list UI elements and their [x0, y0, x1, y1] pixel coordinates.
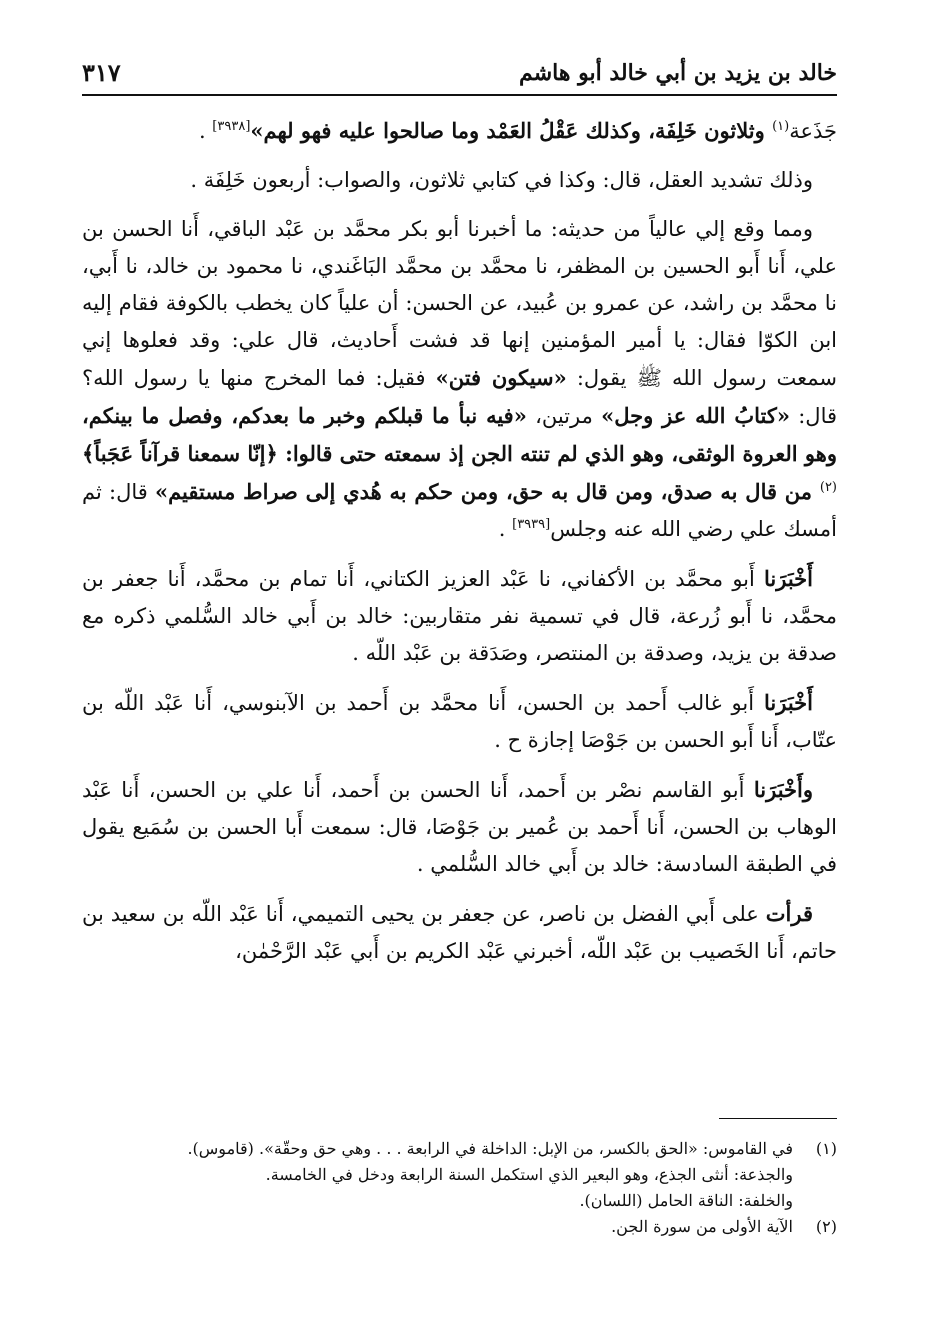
text-segment: قال: ثم أمسك علي رضي الله عنه وجلس [82, 480, 837, 541]
text-segment: وذلك تشديد العقل، قال: وكذا في كتابي ثلاثون، والصواب: أربعون خَلِفَة . [190, 168, 813, 192]
footnote-text: والجذعة: أنثى الجذع، وهو البعير الذي استكمل السنة الرابعة ودخل في الخامسة. [265, 1165, 793, 1184]
footnote-separator [719, 1118, 837, 1119]
text-segment: ومما وقع إلي عالياً من حديثه: ما أخبرنا أبو بكر محمَّد بن عَبْد الباقي، أَنا الحسن بن علي، أَنا أَبو الحسين بن المظفر، نا محمَّد بن محمَّد البَاغَندي، نا محمود بن خالد، نا أَبي، نا محمَّد بن راشد، عن عمرو بن عُبيد، عن الحسن: أن علياً كان يخطب بالكوفة فقام إليه ابن الكوّا فقال: يا أمير المؤمنين إنها قد فشت أَحاديث، قال علي: وقد فعلوها إني سمعت رسول الله ﷺ يقول: [82, 217, 837, 390]
reference-marker: [٣٩٣٨] [212, 119, 251, 134]
running-header [82, 54, 837, 96]
footnote [82, 1162, 837, 1188]
footnote [82, 1136, 837, 1162]
paragraph [82, 895, 837, 970]
footnote [82, 1188, 837, 1214]
text-segment: «كتابُ الله عز وجل» [601, 403, 791, 428]
text-segment: أَبو القاسم نصْر بن أَحمد، أَنا الحسن بن أَحمد، أَنا علي بن الحسن، أَنا عَبْد الوهاب بن الحسن، أَنا أَحمد بن عُمير بن جَوْصَا، قال: سمعت أَبا الحسن بن سُمَيع يقول في الطبقة السادسة: خالد بن أَبي خالد السُّلمي . [82, 778, 837, 876]
footnote-number: (١) [815, 1139, 837, 1158]
paragraph [82, 112, 837, 150]
text-segment: أَبو غالب أَحمد بن الحسن، أَنا محمَّد بن أَحمد بن الآبنوسي، أَنا عَبْد اللّه بن عتّاب، أَنا أَبو الحسن بن جَوْصَا إجازة ح . [82, 691, 837, 752]
footnote [82, 1214, 837, 1240]
paragraph [82, 771, 837, 883]
paragraph [82, 211, 837, 548]
text-segment: قرأت [765, 901, 813, 926]
reference-marker: (٢) [819, 480, 837, 495]
text-segment: أَبو محمَّد بن الأكفاني، نا عَبْد العزيز الكتاني، أَنا تمام بن محمَّد، أَنا جعفر بن محمَّد، نا أَبو زُرعة، قال في تسمية نفر متقاربين: خالد بن أَبي خالد السُّلمي ذكره مع صدقة بن يزيد، وصدقة بن المنتصر، وصَدَقة بن عَبْد اللّه . [82, 567, 837, 665]
text-segment: «فيه نبأ ما قبلكم وخبر ما بعدكم، وفصل ما بينكم، وهو العروة الوثقى، وهو الذي لم تنته الجن إذ سمعته حتى قالوا: ﴿إنّا سمعنا قرآناً عَجَباً﴾ [82, 403, 837, 466]
text-segment: على أَبي الفضل بن ناصر، عن جعفر بن يحيى التميمي، أَنا عَبْد اللّه بن سعيد بن حاتم، أَنا الخَصيب بن عَبْد اللّه، أخبرني عَبْد الكريم بن أَبي عَبْد الرَّحْمٰن، [82, 902, 837, 963]
reference-marker: (١) [772, 119, 790, 134]
footnote-text: الآية الأولى من سورة الجن. [611, 1217, 793, 1236]
text-segment: . [498, 517, 513, 541]
text-segment: . [198, 119, 213, 143]
text-segment: أَخْبَرَنا [764, 566, 813, 591]
text-segment: مرتين، [526, 404, 602, 428]
text-segment: فقيل: فما المخرج منها يا رسول الله؟ قال: [82, 366, 838, 428]
running-title: خالد بن يزيد بن أبي خالد أبو هاشم [519, 60, 837, 86]
text-segment: «سيكون فتن» [435, 365, 567, 390]
footnotes [82, 1136, 837, 1240]
text-segment: وثلاثون خَلِفَة، وكذلك عَقْلُ العَمْد وما صالحوا عليه فهو لهم» [250, 118, 773, 143]
footnote-text: والخلفة: الناقة الحامل (اللسان). [579, 1191, 793, 1210]
text-segment: جَذَعة [789, 119, 837, 143]
paragraph [82, 162, 837, 199]
paragraph [82, 684, 837, 759]
paragraph [82, 560, 837, 672]
footnote-text: في القاموس: «الحق بالكسر، من الإبل: الداخلة في الرابعة . . . وهي حق وحقّة». (قاموس). [187, 1139, 793, 1158]
main-text [82, 112, 837, 982]
text-segment: أَخْبَرَنا [764, 690, 813, 715]
footnote-number: (٢) [815, 1217, 837, 1236]
text-segment: وأَخْبَرَنا [753, 777, 813, 802]
reference-marker: [٣٩٣٩] [512, 517, 551, 532]
page-number: ٣١٧ [82, 58, 121, 87]
text-segment: من قال به صدق، ومن قال به حق، ومن حكم به هُدي إلى صراط مستقيم» [154, 479, 820, 504]
